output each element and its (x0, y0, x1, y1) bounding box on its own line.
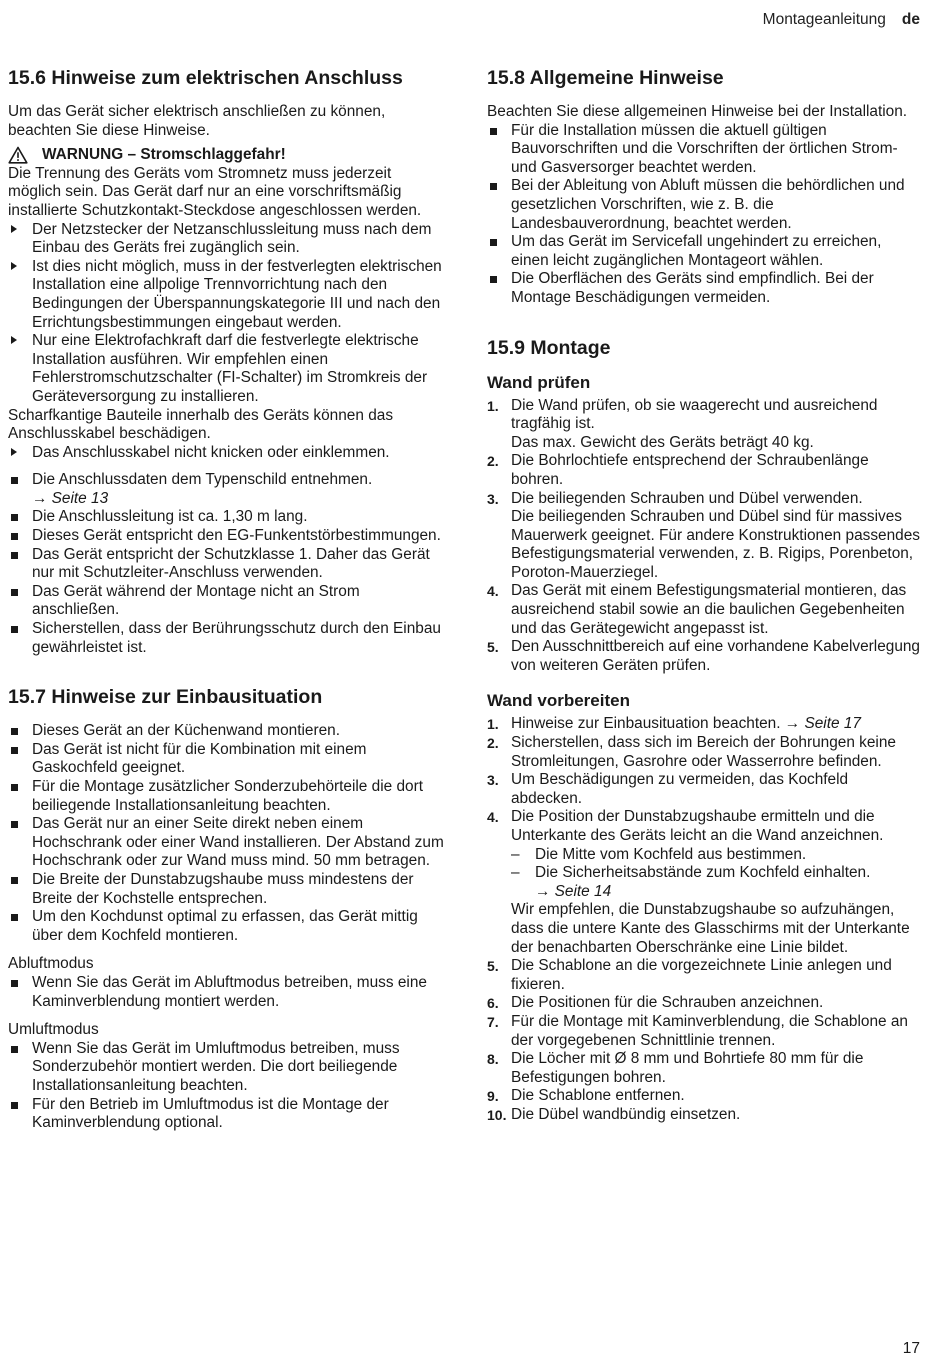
section-intro: Beachten Sie diese allgemeinen Hinweise bei der Installation. (487, 103, 908, 120)
info-list (8, 1040, 444, 1133)
section-installation-situation (8, 685, 444, 1132)
action-item: Nur eine Elektrofachkraft darf die festverlegte elektrische Installation ausführen. Wir empfehlen einen Fehlerstromschutzschalter (FI-Schalter) im Stromkreis der Geräteversorgung zu installieren. (8, 332, 444, 406)
info-list (8, 974, 444, 1011)
step-number: 3. (487, 772, 499, 789)
list-item: Für die Montage zusätzlicher Sonderzubehörteile die dort beiliegende Installationsanleitung beachten. (8, 778, 444, 815)
list-item-text: Die Anschlussdaten dem Typenschild entnehmen. (32, 471, 373, 489)
step-number: 1. (487, 397, 499, 414)
section-general-notes (487, 66, 921, 308)
step-number: 5. (487, 639, 499, 656)
action-item: Ist dies nicht möglich, muss in der festverlegten elektrischen Installation eine allpolige Trennvorrichtung nach den Bedingungen der Überspannungskategorie III und nach den Errichtungsbestimmungen eingebaut werden. (8, 258, 444, 332)
step-item (487, 715, 921, 734)
step-result: Das max. Gewicht des Geräts beträgt 40 kg. (511, 433, 814, 451)
action-item: Das Anschlusskabel nicht knicken oder einklemmen. (8, 444, 444, 463)
step-item (487, 994, 921, 1013)
step-text: Die Schablone an die vorgezeichnete Linie anlegen und fixieren. (511, 957, 892, 993)
list-item: Das Gerät während der Montage nicht an Strom anschließen. (8, 583, 444, 620)
step-item (487, 1050, 921, 1087)
step-number: 7. (487, 1013, 499, 1030)
section-title: 15.8 Allgemeine Hinweise (487, 67, 724, 89)
step-item (487, 582, 921, 638)
step-text: Die Schablone entfernen. (511, 1087, 685, 1105)
step-number: 4. (487, 809, 499, 826)
step-item (487, 734, 921, 771)
warning-label: WARNUNG – Stromschlaggefahr! (42, 146, 286, 164)
step-number: 2. (487, 735, 499, 752)
caution-action-list (8, 444, 444, 463)
sub-step-text: Die Mitte vom Kochfeld aus bestimmen. (535, 845, 807, 863)
step-item (487, 638, 921, 675)
step-text: Die Löcher mit Ø 8 mm und Bohrtiefe 80 mm für die Befestigungen bohren. (511, 1050, 864, 1086)
list-item: Die Oberflächen des Geräts sind empfindlich. Bei der Montage Beschädigungen vermeiden. (487, 270, 921, 307)
step-item (487, 1106, 921, 1125)
list-item (8, 471, 444, 508)
step-item (487, 1013, 921, 1050)
list-item: Dieses Gerät entspricht den EG-Funkentstörbestimmungen. (8, 527, 444, 546)
step-item (487, 452, 921, 489)
step-text: Die Positionen für die Schrauben anzeichnen. (511, 994, 824, 1012)
subheading-abluft: Abluftmodus (8, 955, 94, 973)
step-result: Die beiliegenden Schrauben und Dübel sind für massives Mauerwerk geeignet. Für andere Konstruktionen passendes Befestigungsmaterial verwenden, z. B. Rigips, Porenbeton, Poroton-Mauerziegel. (511, 508, 920, 581)
info-list (8, 722, 444, 945)
list-item: Wenn Sie das Gerät im Abluftmodus betreiben, muss eine Kaminverblendung montiert werden. (8, 974, 444, 1011)
page-number: 17 (902, 1340, 920, 1358)
info-list (8, 471, 444, 657)
list-item: Für die Installation müssen die aktuell gültigen Bauvorschriften und die Vorschriften der örtlichen Strom- und Gasversorger beachtet werden. (487, 122, 921, 178)
info-list (487, 122, 921, 308)
step-item (487, 490, 921, 583)
caution-text: Scharfkantige Bauteile innerhalb des Geräts können das Anschlusskabel beschädigen. (8, 406, 394, 443)
section-title: 15.6 Hinweise zum elektrischen Anschluss (8, 67, 403, 89)
step-number: 8. (487, 1051, 499, 1068)
list-item: Wenn Sie das Gerät im Umluftmodus betreiben, muss Sonderzubehör montiert werden. Die dort beiliegende Installationsanleitung beachten. (8, 1040, 444, 1096)
subheading-umluft: Umluftmodus (8, 1021, 99, 1039)
step-text: Um Beschädigungen zu vermeiden, das Kochfeld abdecken. (511, 771, 849, 807)
step-text: Die Bohrlochtiefe entsprechend der Schraubenlänge bohren. (511, 452, 869, 488)
list-item: Dieses Gerät an der Küchenwand montieren. (8, 722, 444, 741)
section-title: 15.7 Hinweise zur Einbausituation (8, 686, 323, 709)
step-list (487, 715, 921, 1124)
warning-text: Die Trennung des Geräts vom Stromnetz muss jederzeit möglich sein. Das Gerät darf nur an eine vorschriftsmäßig installierte Schutzkontakt-Steckdose angeschlossen werden. (8, 164, 422, 219)
warning-heading (8, 146, 444, 165)
page-reference-link[interactable]: → Seite 17 (784, 715, 861, 733)
step-number: 9. (487, 1088, 499, 1105)
section-electrical-connection (8, 66, 444, 657)
step-number: 5. (487, 958, 499, 975)
header-title: Montageanleitung (762, 11, 886, 28)
list-item: Um den Kochdunst optimal zu erfassen, das Gerät mittig über dem Kochfeld montieren. (8, 908, 444, 945)
sub-step (511, 864, 921, 901)
step-text: Hinweise zur Einbausituation beachten. (511, 715, 781, 733)
step-text: Die Dübel wandbündig einsetzen. (511, 1105, 741, 1123)
step-number: 2. (487, 453, 499, 470)
list-item: Das Gerät nur an einer Seite direkt neben einem Hochschrank oder einer Wand installieren. Der Abstand zum Hochschrank oder zur Wand muss mind. 50 mm betragen. (8, 815, 444, 871)
warning-triangle-icon (8, 146, 28, 164)
section-intro: Um das Gerät sicher elektrisch anschließen zu können, beachten Sie diese Hinweise. (8, 103, 386, 139)
page-reference-link[interactable]: → Seite 14 (535, 882, 612, 900)
step-item (487, 1087, 921, 1106)
page-reference-link[interactable]: → Seite 13 (32, 489, 109, 507)
list-item: Das Gerät ist nicht für die Kombination mit einem Gaskochfeld geeignet. (8, 741, 444, 778)
step-number: 10. (487, 1106, 507, 1123)
section-title: 15.9 Montage (487, 336, 611, 359)
language-code: de (901, 11, 920, 28)
step-number: 3. (487, 490, 499, 507)
step-text: Die beiliegenden Schrauben und Dübel verwenden. (511, 489, 863, 507)
action-item: Der Netzstecker der Netzanschlussleitung muss nach dem Einbau des Geräts frei zugänglich sein. (8, 221, 444, 258)
step-text: Die Wand prüfen, ob sie waagerecht und ausreichend tragfähig ist. (511, 396, 878, 433)
step-item (487, 808, 921, 957)
sub-step-text: Die Sicherheitsabstände zum Kochfeld einhalten. (535, 864, 871, 882)
section-mounting (487, 336, 921, 1125)
subheading-check-wall: Wand prüfen (487, 372, 591, 392)
left-column (8, 66, 444, 1133)
step-text: Die Position der Dunstabzugshaube ermitteln und die Unterkante des Geräts leicht an die Wand anzeichnen. (511, 808, 884, 844)
page-header (763, 11, 920, 30)
list-item: Für den Betrieb im Umluftmodus ist die Montage der Kaminverblendung optional. (8, 1096, 444, 1133)
step-number: 1. (487, 716, 499, 733)
list-item: Die Breite der Dunstabzugshaube muss mindestens der Breite der Kochstelle entsprechen. (8, 871, 444, 908)
subheading-prepare-wall: Wand vorbereiten (487, 691, 630, 711)
step-result: Wir empfehlen, die Dunstabzugshaube so aufzuhängen, dass die untere Kante des Glasschirms mit der Unterkante der benachbarten Oberschränke eine Linie bildet. (511, 901, 910, 956)
list-item: Bei der Ableitung von Abluft müssen die behördlichen und gesetzlichen Vorschriften, wie z. B. die Landesbauverordnung, beachtet werden. (487, 177, 921, 233)
list-item: Die Anschlussleitung ist ca. 1,30 m lang. (8, 508, 444, 527)
step-text: Den Ausschnittbereich auf eine vorhandene Kabelverlegung von weiteren Geräten prüfen. (511, 638, 920, 674)
step-item (487, 957, 921, 994)
list-item: Um das Gerät im Servicefall ungehindert zu erreichen, einen leicht zugänglichen Montageort wählen. (487, 233, 921, 270)
step-number: 6. (487, 995, 499, 1012)
step-item (487, 397, 921, 453)
list-item: Sicherstellen, dass der Berührungsschutz durch den Einbau gewährleistet ist. (8, 620, 444, 657)
right-column (487, 66, 921, 1125)
step-list (487, 397, 921, 676)
warning-action-list (8, 221, 444, 407)
step-text: Für die Montage mit Kaminverblendung, die Schablone an der vorgegebenen Schnittlinie trennen. (511, 1012, 908, 1049)
step-text: Das Gerät mit einem Befestigungsmaterial montieren, das ausreichend stabil sowie an die baulichen Gegebenheiten und das Gerätegewicht angepasst ist. (511, 582, 907, 637)
sub-step (511, 846, 921, 865)
step-text: Sicherstellen, dass sich im Bereich der Bohrungen keine Stromleitungen, Gasrohre oder Wasserrohre befinden. (511, 734, 896, 770)
step-number: 4. (487, 583, 499, 600)
step-item (487, 771, 921, 808)
list-item: Das Gerät entspricht der Schutzklasse 1. Daher das Gerät nur mit Schutzleiter-Anschluss verwenden. (8, 546, 444, 583)
